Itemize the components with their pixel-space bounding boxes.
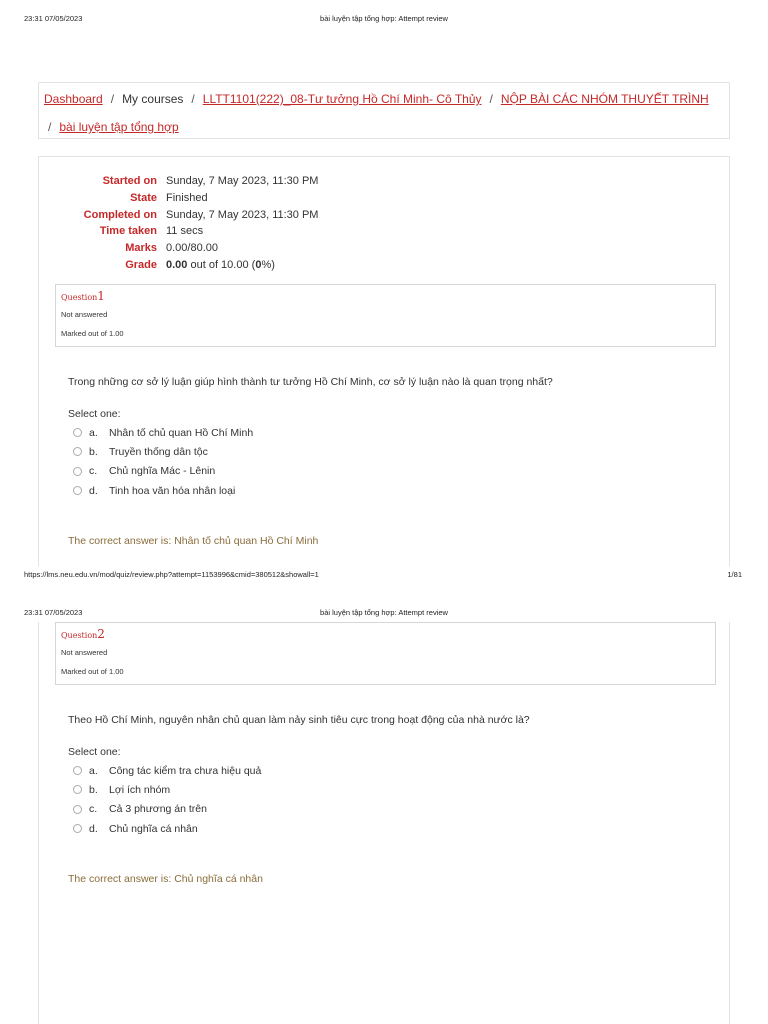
question-status: Not answered: [61, 648, 108, 657]
option-letter: c.: [89, 803, 98, 816]
summary-value: Sunday, 7 May 2023, 11:30 PM: [166, 175, 319, 187]
summary-label: Completed on: [83, 208, 157, 221]
question-marks: Marked out of 1.00: [61, 667, 124, 676]
question-text: Trong những cơ sở lý luận giúp hình thành tư tưởng Hồ Chí Minh, cơ sở lý luận nào là quan trọng nhất?: [68, 376, 553, 388]
option-text: Công tác kiểm tra chưa hiệu quả: [109, 764, 262, 777]
option-text: Chủ nghĩa cá nhân: [109, 822, 198, 835]
question-info-2: [55, 622, 716, 685]
option-letter: a.: [89, 426, 98, 439]
question-marks: Marked out of 1.00: [61, 329, 124, 338]
breadcrumb-separator: /: [48, 120, 52, 134]
quiz-review-page-2: [38, 622, 730, 1024]
grade-out-of: out of 10.00 (: [187, 258, 256, 271]
summary-value: Finished: [166, 191, 208, 204]
radio-button[interactable]: [73, 447, 82, 456]
option-letter: c.: [89, 465, 98, 478]
radio-button[interactable]: [73, 785, 82, 794]
answer-option[interactable]: [73, 481, 253, 500]
summary-value: Sunday, 7 May 2023, 11:30 PM: [166, 208, 319, 221]
print-timestamp: 23:31 07/05/2023: [24, 608, 83, 617]
answer-option[interactable]: [73, 462, 253, 481]
question-label: Question: [61, 293, 98, 302]
answer-options: [73, 423, 253, 500]
print-url: https://lms.neu.edu.vn/mod/quiz/review.php?attempt=1153996&cmid=380512&showall=1: [24, 570, 319, 579]
option-letter: b.: [89, 783, 98, 796]
print-header: [0, 608, 768, 622]
breadcrumb-separator: /: [489, 92, 493, 106]
print-title: bài luyện tập tổng hợp: Attempt review: [320, 14, 448, 23]
breadcrumb-course-link[interactable]: LLTT1101(222)_08-Tư tưởng Hồ Chí Minh- Cô Thủy: [202, 92, 482, 106]
answer-option[interactable]: [73, 800, 261, 819]
answer-option[interactable]: [73, 819, 261, 838]
summary-label: Grade: [125, 258, 157, 271]
question-label: Question: [61, 631, 98, 640]
radio-button[interactable]: [73, 805, 82, 814]
answer-option[interactable]: [73, 423, 253, 442]
option-text: Tinh hoa văn hóa nhân loại: [109, 484, 236, 497]
option-letter: a.: [89, 764, 98, 777]
breadcrumb-dashboard-link[interactable]: Dashboard: [44, 92, 103, 106]
radio-button[interactable]: [73, 824, 82, 833]
option-text: Truyền thống dân tộc: [109, 445, 208, 458]
select-one-label: Select one:: [68, 408, 121, 420]
answer-option[interactable]: [73, 761, 261, 780]
summary-label: Marks: [125, 242, 157, 255]
print-title: bài luyện tập tổng hợp: Attempt review: [320, 608, 448, 617]
question-number: [61, 289, 710, 305]
quiz-review-page-1: [38, 156, 730, 566]
question-number: [61, 627, 710, 643]
option-letter: b.: [89, 445, 98, 458]
breadcrumb-separator: /: [191, 92, 195, 106]
summary-label: Started on: [102, 175, 157, 187]
breadcrumb-section-link[interactable]: NỘP BÀI CÁC NHÓM THUYẾT TRÌNH: [500, 92, 709, 106]
grade-tail: %): [261, 258, 275, 271]
option-text: Cả 3 phương án trên: [109, 803, 207, 816]
answer-option[interactable]: [73, 780, 261, 799]
summary-label: State: [130, 191, 157, 204]
question-number-value: 2: [97, 627, 105, 641]
option-letter: d.: [89, 484, 98, 497]
grade-percent: 0: [255, 258, 262, 271]
radio-button[interactable]: [73, 766, 82, 775]
radio-button[interactable]: [73, 467, 82, 476]
question-number-value: 1: [97, 289, 105, 303]
summary-value: [166, 257, 275, 274]
breadcrumb-separator: /: [110, 92, 115, 106]
question-text: Theo Hồ Chí Minh, nguyên nhân chủ quan làm nảy sinh tiêu cực trong hoạt động của nhà nước là?: [68, 714, 530, 726]
question-status: Not answered: [61, 310, 108, 319]
summary-value: 11 secs: [166, 225, 204, 238]
option-text: Lợi ích nhóm: [109, 783, 171, 796]
print-page-number: 1/81: [727, 570, 742, 579]
summary-label: Time taken: [99, 225, 157, 238]
print-header: [0, 14, 768, 28]
correct-answer-feedback: The correct answer is: Chủ nghĩa cá nhân: [68, 873, 263, 885]
grade-value: 0.00: [166, 258, 188, 271]
option-text: Chủ nghĩa Mác - Lênin: [109, 465, 216, 478]
breadcrumb-quiz-link[interactable]: bài luyện tập tổng hợp: [59, 120, 179, 134]
radio-button[interactable]: [73, 428, 82, 437]
option-text: Nhân tố chủ quan Hồ Chí Minh: [109, 426, 254, 439]
breadcrumb-my-courses: My courses: [122, 92, 184, 106]
option-letter: d.: [89, 822, 98, 835]
breadcrumb: [38, 82, 730, 139]
question-info-1: [55, 284, 716, 347]
answer-options: [73, 761, 261, 838]
radio-button[interactable]: [73, 486, 82, 495]
print-timestamp: 23:31 07/05/2023: [24, 14, 83, 23]
select-one-label: Select one:: [68, 746, 121, 758]
summary-value: 0.00/80.00: [166, 242, 218, 255]
correct-answer-feedback: The correct answer is: Nhân tố chủ quan Hồ Chí Minh: [68, 535, 319, 547]
answer-option[interactable]: [73, 442, 253, 461]
